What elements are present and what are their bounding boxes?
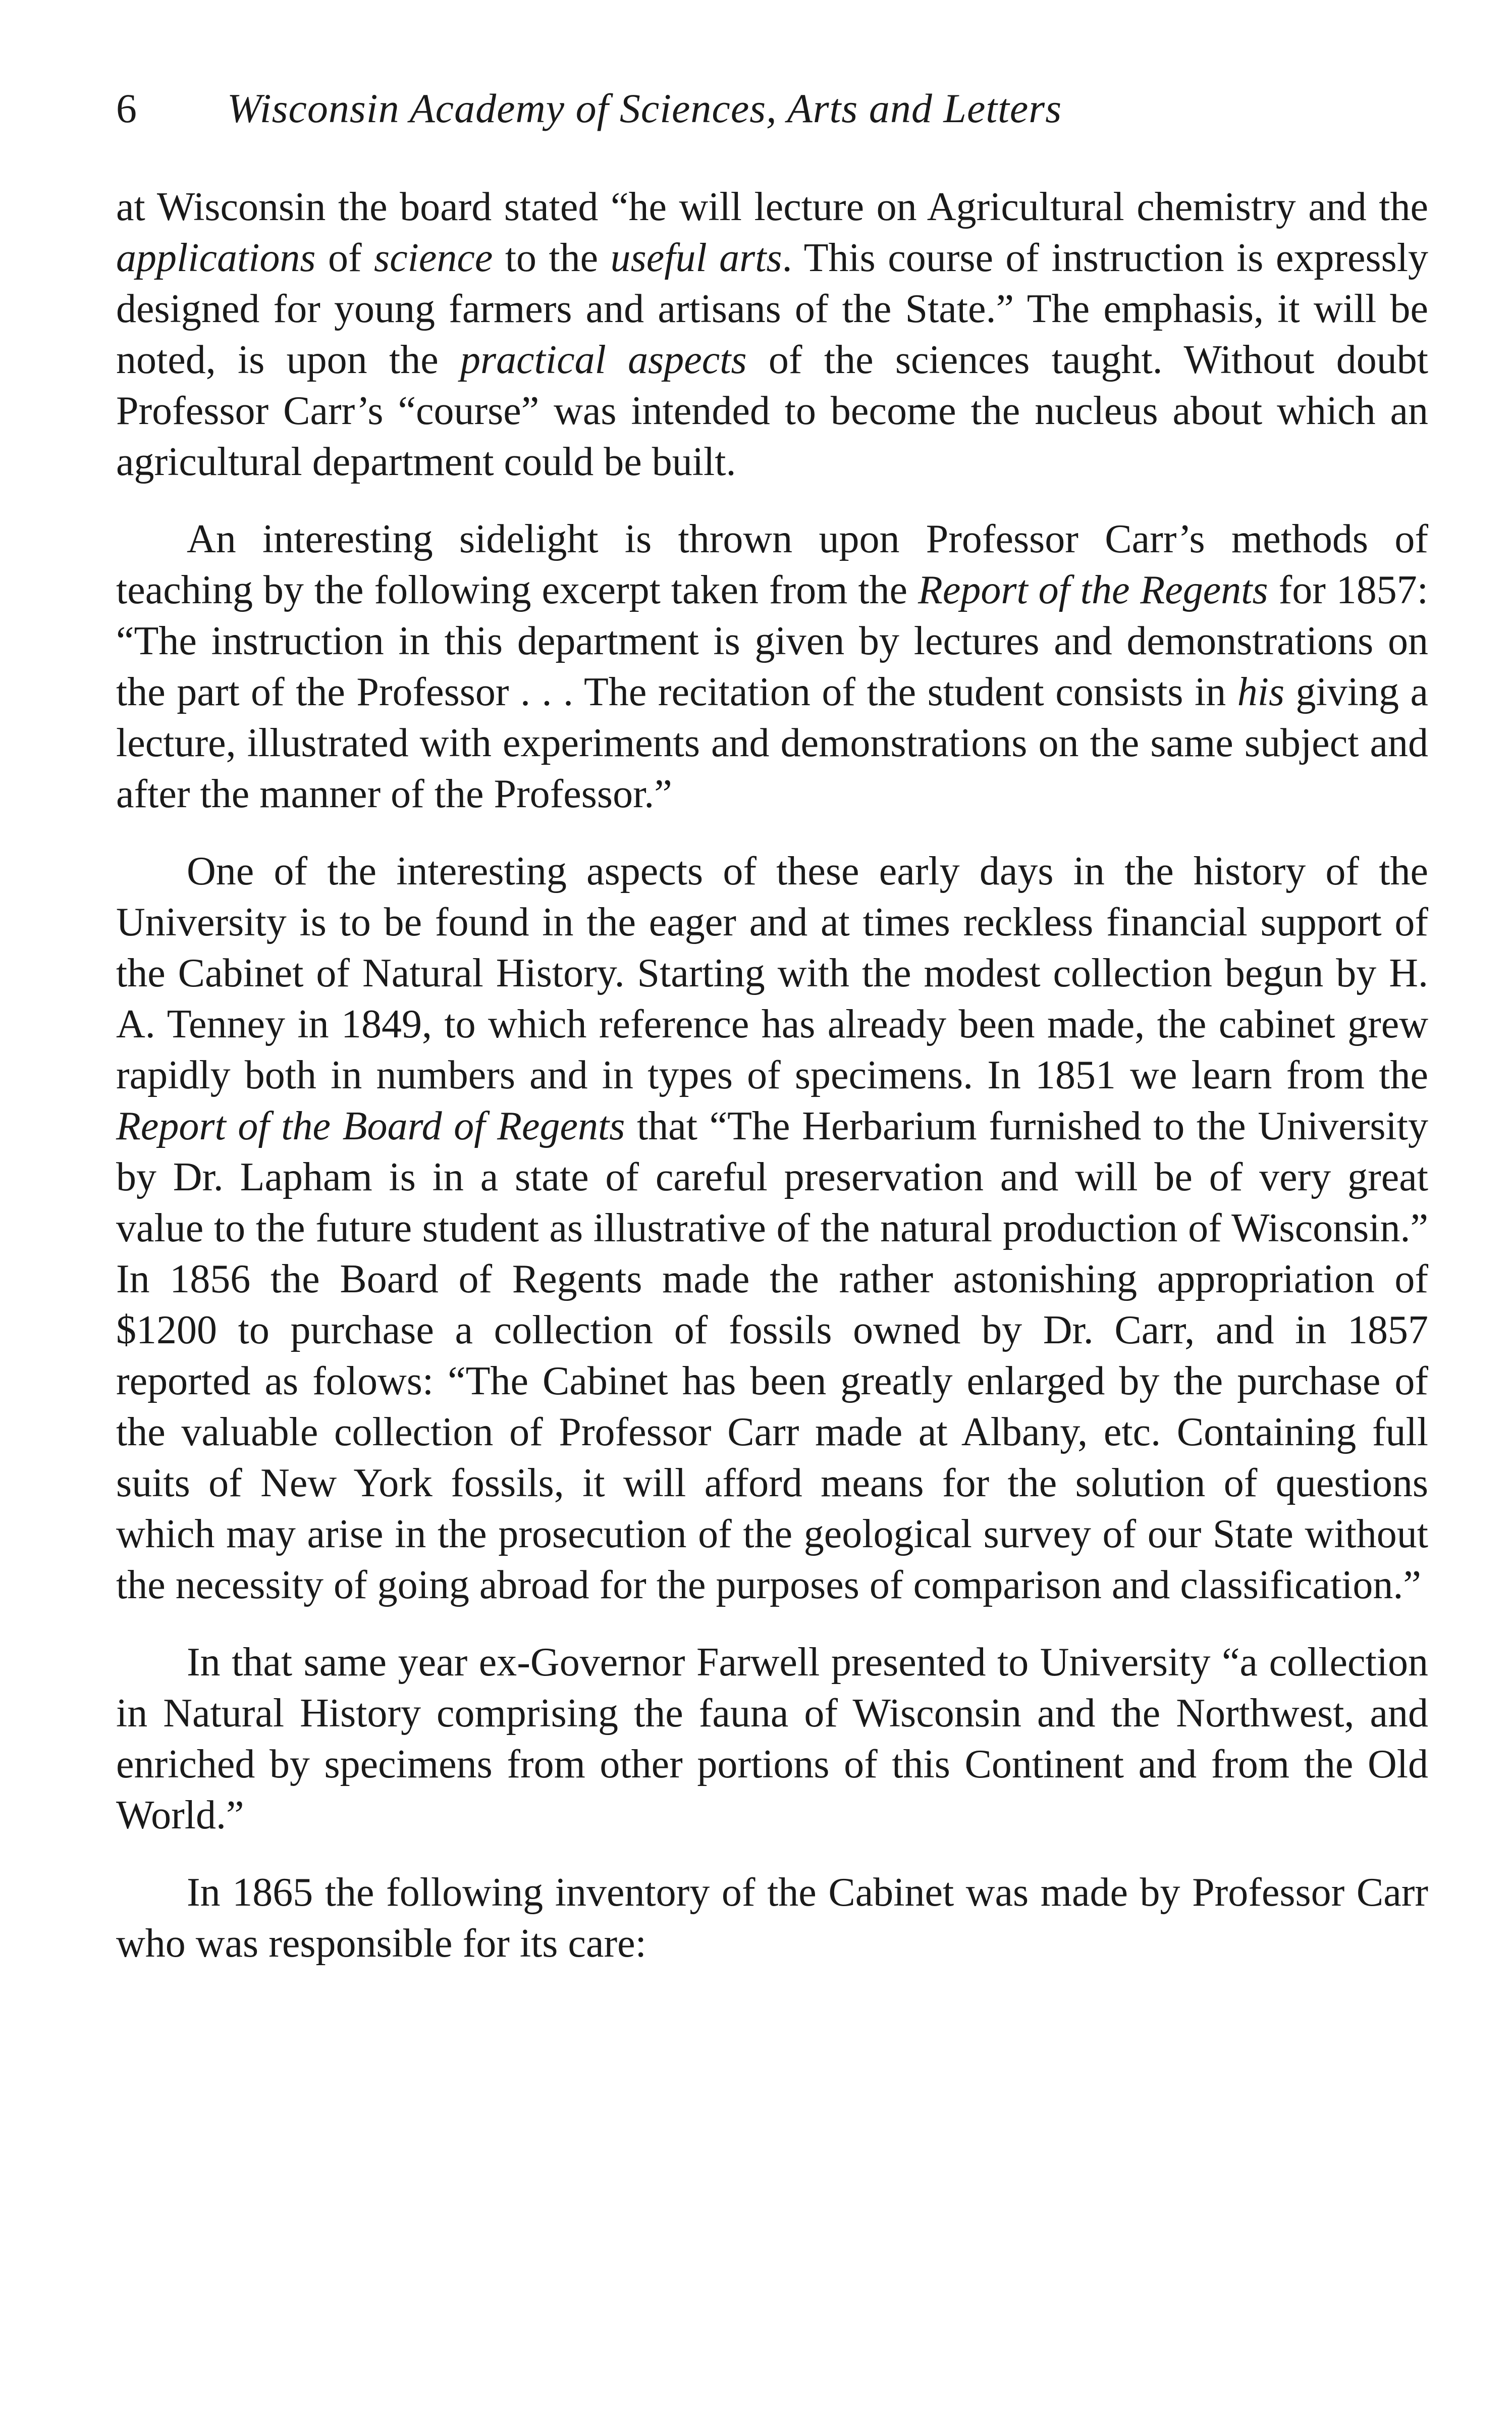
paragraph-2 <box>116 514 1428 820</box>
italic-run: practical aspects <box>460 338 747 382</box>
text-run: of <box>315 236 374 280</box>
text-run: of the sciences taught. Without doubt Professor Carr’s “course” was intended to become the nucleus about which an agricultural department could be built. <box>116 338 1429 484</box>
paragraph-1 <box>116 182 1428 488</box>
journal-title: Wisconsin Academy of Sciences, Arts and Letters <box>227 85 1062 131</box>
text-run: In 1865 the following inventory of the Cabinet was made by Professor Carr who was responsible for its care: <box>116 1870 1428 1966</box>
text-run: An interesting sidelight is thrown upon Professor Carr’s methods of teaching by the following excerpt taken from the <box>116 517 1428 612</box>
text-run: . This course of instruction is expressly designed for young farmers and artisans of the State.” The emphasis, it will be noted, is upon the <box>116 236 1428 382</box>
page-number: 6 <box>116 85 137 131</box>
text-run: that “The Herbarium furnished to the University by Dr. Lapham is in a state of careful preservation and will be of very great value to the future student as illustrative of the natural production of Wisconsin.” In 1856 the Board of Regents made the rather astonishing appropriation of $1200 to purchase a collection of fossils owned by Dr. Carr, and in 1857 reported as folows: “The Cabinet has been greatly enlarged by the purchase of the valuable collection of Professor Carr made at Albany, etc. Containing full suits of New York fossils, it will afford means for the solution of questions which may arise in the prosecution of the geological survey of our State without the necessity of going abroad for the purposes of comparison and classification.” <box>116 1104 1428 1607</box>
text-run: to the <box>493 236 611 280</box>
running-header <box>116 76 1428 141</box>
paragraph-5 <box>116 1867 1428 1969</box>
text-run: One of the interesting aspects of these early days in the history of the University is to be found in the eager and at times reckless financial support of the Cabinet of Natural History. Starting with the modest collection begun by H. A. Tenney in 1849, to which reference has already been made, the cabinet grew rapidly both in numbers and in types of specimens. In 1851 we learn from the <box>116 849 1428 1097</box>
italic-run: science <box>374 236 493 280</box>
body-text <box>116 182 1428 1969</box>
italic-run: Report of the Regents <box>917 568 1268 612</box>
text-run: at Wisconsin the board stated “he will lecture on Agricultural chemistry and the <box>116 185 1428 229</box>
paragraph-4 <box>116 1637 1428 1841</box>
italic-run: his <box>1237 670 1285 714</box>
paragraph-3 <box>116 846 1428 1611</box>
italic-run: useful arts <box>610 236 782 280</box>
text-run: In that same year ex-Governor Farwell presented to University “a collection in Natural History comprising the fauna of Wisconsin and the Northwest, and enriched by specimens from other portions of this Continent and from the Old World.” <box>116 1640 1428 1837</box>
italic-run: Report of the Board of Regents <box>116 1104 625 1148</box>
italic-run: applications <box>116 236 316 280</box>
text-run: giving a lecture, illustrated with experiments and demonstrations on the same subject and after the manner of the Professor.” <box>116 670 1428 816</box>
text-run: for 1857: “The instruction in this department is given by lectures and demonstrations on the part of the Professor . . . The recitation of the student consists in <box>116 568 1429 714</box>
